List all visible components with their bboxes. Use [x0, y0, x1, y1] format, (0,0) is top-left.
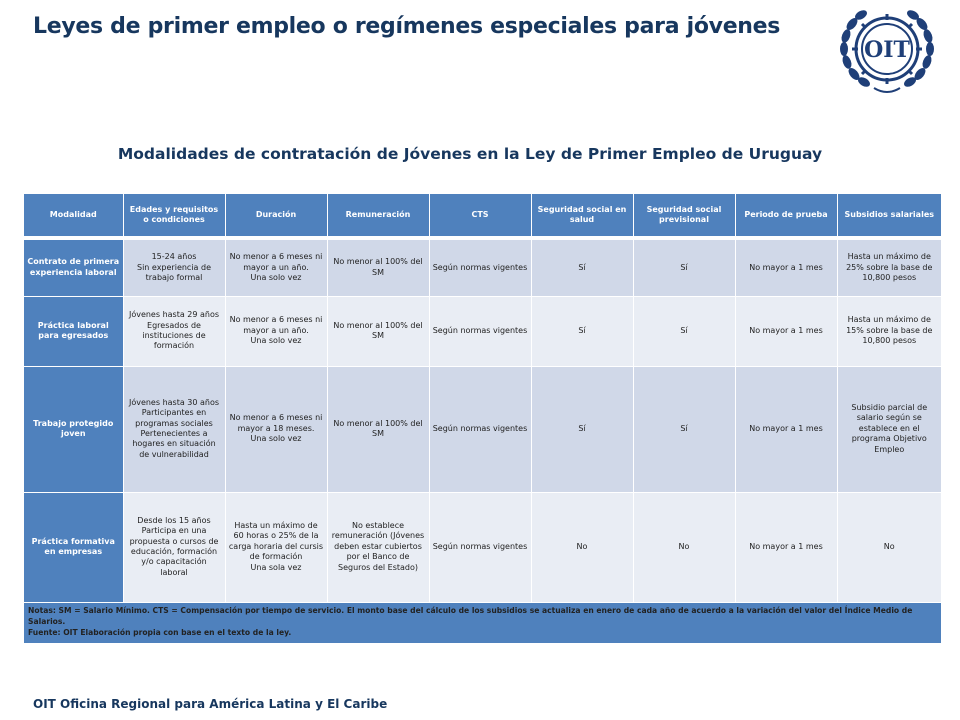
cell-edades: Desde los 15 años Participa en una propuesta o cursos de educación, formación y/o capacitación laboral [123, 492, 225, 602]
cell-previsional: Sí [633, 296, 735, 366]
cell-salud: Sí [531, 366, 633, 492]
notes-text: Notas: SM = Salario Mínimo. CTS = Compensación por tiempo de servicio. El monto base del cálculo de los subsidios se actualiza en enero de cada año de acuerdo a la variación del valor del Índice Medio de Salarios. [28, 605, 913, 626]
logo-text: OIT [864, 37, 910, 63]
cell-modalidad: Práctica laboral para egresados [24, 296, 123, 366]
col-header-previsional: Seguridad social previsional [633, 194, 735, 236]
cell-cts: Según normas vigentes [429, 240, 531, 296]
cell-modalidad: Práctica formativa en empresas [24, 492, 123, 602]
cell-modalidad: Contrato de primera experiencia laboral [24, 240, 123, 296]
cell-subsidios: No [837, 492, 941, 602]
table-row [24, 296, 941, 366]
cell-subsidios: Subsidio parcial de salario según se establece en el programa Objetivo Empleo [837, 366, 941, 492]
col-header-salud: Seguridad social en salud [531, 194, 633, 236]
table-row [24, 492, 941, 602]
cell-duracion: Hasta un máximo de 60 horas o 25% de la carga horaria del cursis de formación Una sola vez [225, 492, 327, 602]
footer-organization: OIT Oficina Regional para América Latina y El Caribe [33, 697, 388, 711]
table-header-row [24, 194, 941, 236]
cell-previsional: Sí [633, 366, 735, 492]
cell-duracion: No menor a 6 meses ni mayor a 18 meses. Una solo vez [225, 366, 327, 492]
cell-remuneracion: No menor al 100% del SM [327, 296, 429, 366]
cell-edades: Jóvenes hasta 29 años Egresados de instituciones de formación [123, 296, 225, 366]
col-header-duracion: Duración [225, 194, 327, 236]
col-header-subsidios: Subsidios salariales [837, 194, 941, 236]
cell-edades: Jóvenes hasta 30 años Participantes en programas sociales Pertenecientes a hogares en situación de vulnerabilidad [123, 366, 225, 492]
cell-salud: Sí [531, 296, 633, 366]
col-header-prueba: Periodo de prueba [735, 194, 837, 236]
cell-prueba: No mayor a 1 mes [735, 366, 837, 492]
modalities-table-container [24, 194, 941, 644]
oit-logo [834, 4, 940, 98]
col-header-modalidad: Modalidad [24, 194, 123, 236]
cell-subsidios: Hasta un máximo de 25% sobre la base de 10,800 pesos [837, 240, 941, 296]
cell-salud: No [531, 492, 633, 602]
notes-row [24, 602, 941, 643]
table-row [24, 366, 941, 492]
table-subtitle: Modalidades de contratación de Jóvenes en la Ley de Primer Empleo de Uruguay [117, 145, 823, 163]
cell-modalidad: Trabajo protegido joven [24, 366, 123, 492]
oit-logo-icon [834, 4, 940, 98]
table-row [24, 240, 941, 296]
cell-cts: Según normas vigentes [429, 296, 531, 366]
cell-previsional: No [633, 492, 735, 602]
cell-remuneracion: No establece remuneración (Jóvenes deben estar cubiertos por el Banco de Seguros del Estado) [327, 492, 429, 602]
cell-cts: Según normas vigentes [429, 366, 531, 492]
cell-remuneracion: No menor al 100% del SM [327, 240, 429, 296]
source-text: Fuente: OIT Elaboración propia con base en el texto de la ley. [28, 628, 292, 638]
cell-subsidios: Hasta un máximo de 15% sobre la base de 10,800 pesos [837, 296, 941, 366]
cell-prueba: No mayor a 1 mes [735, 296, 837, 366]
cell-cts: Según normas vigentes [429, 492, 531, 602]
cell-duracion: No menor a 6 meses ni mayor a un año. Una solo vez [225, 296, 327, 366]
cell-prueba: No mayor a 1 mes [735, 492, 837, 602]
cell-salud: Sí [531, 240, 633, 296]
cell-remuneracion: No menor al 100% del SM [327, 366, 429, 492]
cell-duracion: No menor a 6 meses ni mayor a un año. Una solo vez [225, 240, 327, 296]
col-header-edades: Edades y requisitos o condiciones [123, 194, 225, 236]
cell-edades: 15-24 años Sin experiencia de trabajo formal [123, 240, 225, 296]
table-notes [24, 602, 941, 643]
col-header-remuneracion: Remuneración [327, 194, 429, 236]
col-header-cts: CTS [429, 194, 531, 236]
cell-prueba: No mayor a 1 mes [735, 240, 837, 296]
page-title: Leyes de primer empleo o regímenes especiales para jóvenes [33, 14, 781, 39]
modalities-table [24, 194, 941, 644]
cell-previsional: Sí [633, 240, 735, 296]
